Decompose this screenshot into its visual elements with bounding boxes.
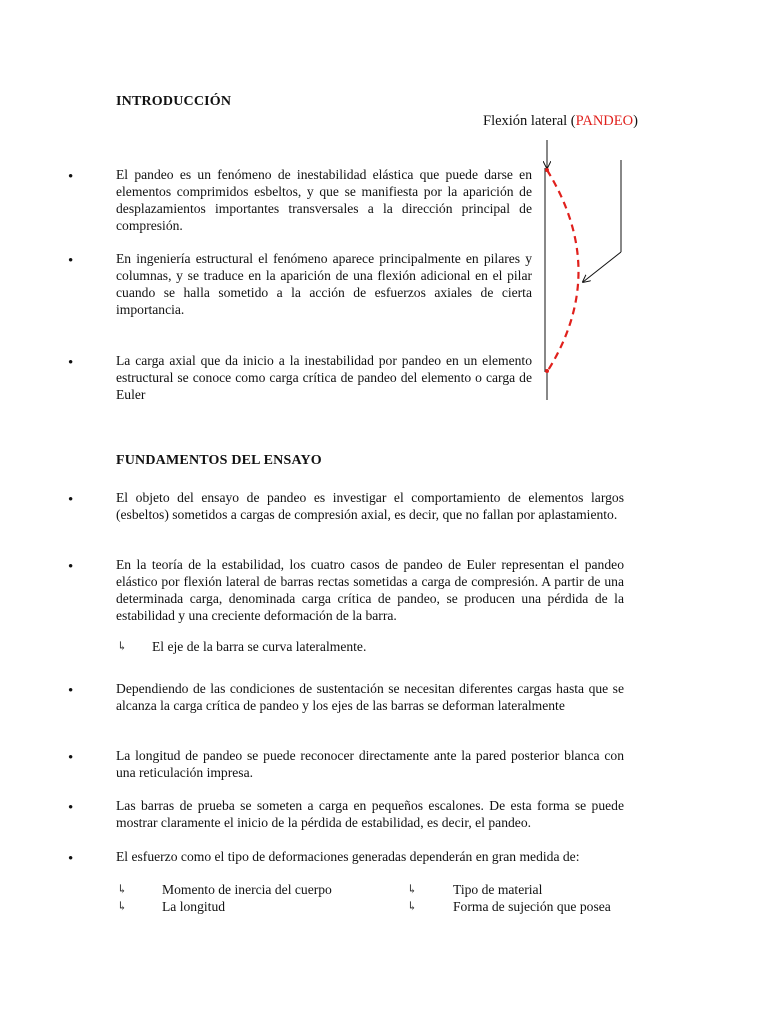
fundamentos-heading: FUNDAMENTOS DEL ENSAYO [116,453,322,468]
fundamentos-paragraph-6: El esfuerzo como el tipo de deformaciones generadas dependerán en gran medida de: [116,849,580,864]
bullet-glyph: • [68,253,74,269]
fundamentos-paragraph-2: En la teoría de la estabilidad, los cuatro casos de pandeo de Euler representan el pandeo elástico por flexión lateral de barras rectas sometidas a carga de compresión. A partir de una determinada carga, denominada carga crítica de pandeo, se producen una pérdida de la estabilidad y una creciente deformación de la barra. [116,557,624,623]
curve-end-top [545,168,549,172]
bullet-glyph: • [68,683,74,699]
fundamentos-paragraph-5: Las barras de prueba se someten a carga en pequeños escalones. De esta forma se puede mostrar claramente el inicio de la pérdida de estabilidad, es decir, el pandeo. [116,798,624,830]
intro-heading: INTRODUCCIÓN [116,94,232,109]
factor-item: Tipo de material [453,882,543,897]
caption-prefix: Flexión lateral ( [483,113,576,129]
intro-paragraph-3: La carga axial que da inicio a la inestabilidad por pandeo en un elemento estructural se conoce como carga crítica de pandeo del elemento o carga de Euler [116,353,532,402]
fundamentos-paragraph-4: La longitud de pandeo se puede reconocer directamente ante la pared posterior blanca con una reticulación impresa. [116,748,624,780]
bullet-glyph: • [68,169,74,185]
factor-item: Momento de inercia del cuerpo [162,882,332,897]
bullet-glyph: • [68,800,74,816]
bullet-glyph: • [68,851,74,867]
caption-suffix: ) [633,113,638,129]
fundamentos-paragraph-3: Dependiendo de las condiciones de sustentación se necesitan diferentes cargas hasta que se alcanza la carga crítica de pandeo y los ejes de las barras se deforman lateralmente [116,681,624,713]
fundamentos-paragraph-1: El objeto del ensayo de pandeo es investigar el comportamiento de elementos largos (esbeltos) sometidos a cargas de compresión axial, es decir, que no fallan por aplastamiento. [116,490,624,522]
caption-highlight: PANDEO [575,113,634,129]
buckled-curve [547,170,579,372]
factor-item: Forma de sujeción que posea [453,899,611,914]
bullet-glyph: • [68,750,74,766]
pointer-arrow [583,252,621,282]
sub-arrow-icon: ↳ [117,882,128,896]
bullet-glyph: • [68,355,74,371]
sub-arrow-icon: ↳ [117,899,128,913]
intro-paragraph-2: En ingeniería estructural el fenómeno aparece principalmente en pilares y columnas, y se traduce en la aparición de una flexión adicional en el pilar cuando se halla sometido a la acción de esfuerzos axiales de cierta importancia. [116,251,532,317]
sub-arrow-icon: ↳ [117,639,128,653]
factor-item: La longitud [162,899,226,914]
sub-arrow-icon: ↳ [407,882,418,896]
sub-item-text: El eje de la barra se curva lateralmente. [152,639,367,654]
curve-end-bottom [545,369,549,373]
intro-paragraph-1: El pandeo es un fenómeno de inestabilidad elástica que puede darse en elementos comprimidos esbeltos, y que se manifiesta por la aparición de desplazamientos importantes transversales a la dirección principal de compresión. [116,167,532,233]
bullet-glyph: • [68,492,74,508]
bullet-glyph: • [68,559,74,575]
sub-arrow-icon: ↳ [407,899,418,913]
